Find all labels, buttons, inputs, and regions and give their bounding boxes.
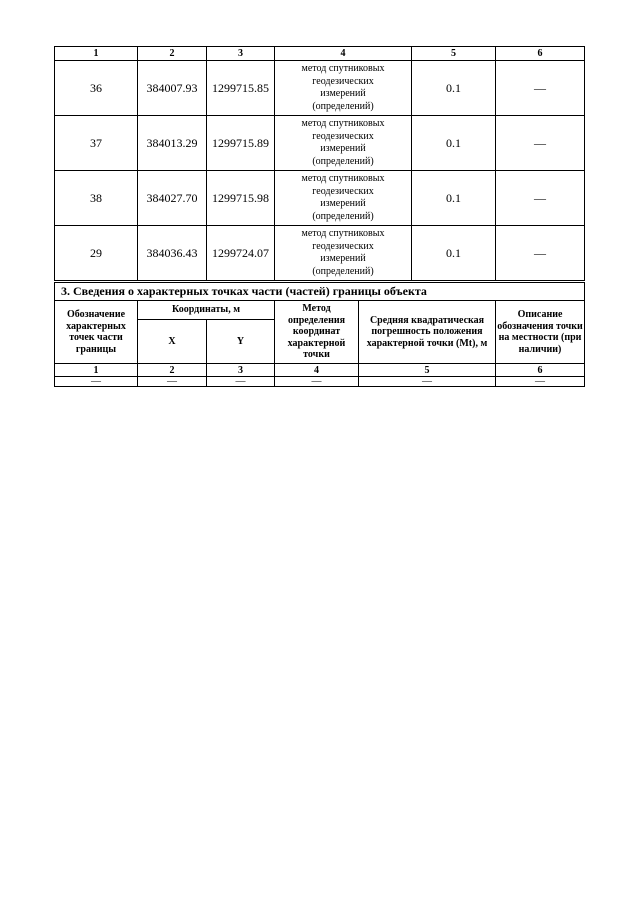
table-row bbox=[55, 61, 585, 116]
header-mt: Средняя квадратическая погрешность положения характерной точки (Mt), м bbox=[359, 301, 496, 364]
col-number: 4 bbox=[275, 47, 412, 61]
method-cell bbox=[275, 226, 412, 281]
coord-x: 384007.93 bbox=[138, 61, 207, 116]
point-number: 38 bbox=[55, 171, 138, 226]
coord-x: 384027.70 bbox=[138, 171, 207, 226]
point-number: 29 bbox=[55, 226, 138, 281]
section-title: 3. Сведения о характерных точках части (частей) границы объекта bbox=[55, 283, 585, 301]
section-title-row bbox=[55, 283, 585, 301]
method-line: (определений) bbox=[312, 210, 374, 222]
empty-cell: — bbox=[138, 377, 207, 387]
column-number-row bbox=[55, 47, 585, 61]
col-number: 5 bbox=[412, 47, 496, 61]
mt-value: 0.1 bbox=[412, 171, 496, 226]
coord-y: 1299715.89 bbox=[207, 116, 275, 171]
empty-cell: — bbox=[359, 377, 496, 387]
empty-cell: — bbox=[207, 377, 275, 387]
description: — bbox=[496, 226, 585, 281]
method-line: измерений bbox=[320, 198, 366, 209]
col-number: 6 bbox=[496, 364, 585, 377]
col-number: 2 bbox=[138, 364, 207, 377]
method-line: геодезических bbox=[312, 75, 374, 87]
point-number: 37 bbox=[55, 116, 138, 171]
method-line: (определений) bbox=[312, 265, 374, 277]
header-x: X bbox=[138, 320, 207, 364]
method-cell bbox=[275, 116, 412, 171]
method-line: измерений bbox=[320, 88, 366, 99]
method-line: метод спутниковых bbox=[301, 63, 385, 74]
col-number: 1 bbox=[55, 47, 138, 61]
method-line: измерений bbox=[320, 253, 366, 264]
table-row bbox=[55, 226, 585, 281]
coord-x: 384036.43 bbox=[138, 226, 207, 281]
mt-value: 0.1 bbox=[412, 61, 496, 116]
coord-y: 1299724.07 bbox=[207, 226, 275, 281]
col-number: 3 bbox=[207, 47, 275, 61]
header-y: Y bbox=[207, 320, 275, 364]
column-number-row bbox=[55, 364, 585, 377]
method-line: геодезических bbox=[312, 240, 374, 252]
empty-cell: — bbox=[55, 377, 138, 387]
table-row bbox=[55, 171, 585, 226]
method-line: (определений) bbox=[312, 100, 374, 112]
col-number: 1 bbox=[55, 364, 138, 377]
header-coords: Координаты, м bbox=[138, 301, 275, 320]
header-designation: Обозначение характерных точек части границы bbox=[55, 301, 138, 364]
method-line: метод спутниковых bbox=[301, 173, 385, 184]
coord-y: 1299715.98 bbox=[207, 171, 275, 226]
empty-cell: — bbox=[496, 377, 585, 387]
mt-value: 0.1 bbox=[412, 116, 496, 171]
point-number: 36 bbox=[55, 61, 138, 116]
coord-x: 384013.29 bbox=[138, 116, 207, 171]
description: — bbox=[496, 61, 585, 116]
coord-y: 1299715.85 bbox=[207, 61, 275, 116]
header-description: Описание обозначения точки на местности (при наличии) bbox=[496, 301, 585, 364]
col-number: 4 bbox=[275, 364, 359, 377]
method-cell bbox=[275, 171, 412, 226]
boundary-part-points-table bbox=[54, 282, 585, 387]
method-line: геодезических bbox=[312, 185, 374, 197]
table-row bbox=[55, 377, 585, 387]
empty-cell: — bbox=[275, 377, 359, 387]
mt-value: 0.1 bbox=[412, 226, 496, 281]
method-cell bbox=[275, 61, 412, 116]
header-row bbox=[55, 301, 585, 320]
table-row bbox=[55, 116, 585, 171]
method-line: (определений) bbox=[312, 155, 374, 167]
col-number: 5 bbox=[359, 364, 496, 377]
col-number: 6 bbox=[496, 47, 585, 61]
col-number: 2 bbox=[138, 47, 207, 61]
method-line: метод спутниковых bbox=[301, 228, 385, 239]
col-number: 3 bbox=[207, 364, 275, 377]
description: — bbox=[496, 171, 585, 226]
method-line: метод спутниковых bbox=[301, 118, 385, 129]
method-line: геодезических bbox=[312, 130, 374, 142]
points-table bbox=[54, 46, 585, 281]
method-line: измерений bbox=[320, 143, 366, 154]
header-method: Метод определения координат характерной точки bbox=[275, 301, 359, 364]
description: — bbox=[496, 116, 585, 171]
